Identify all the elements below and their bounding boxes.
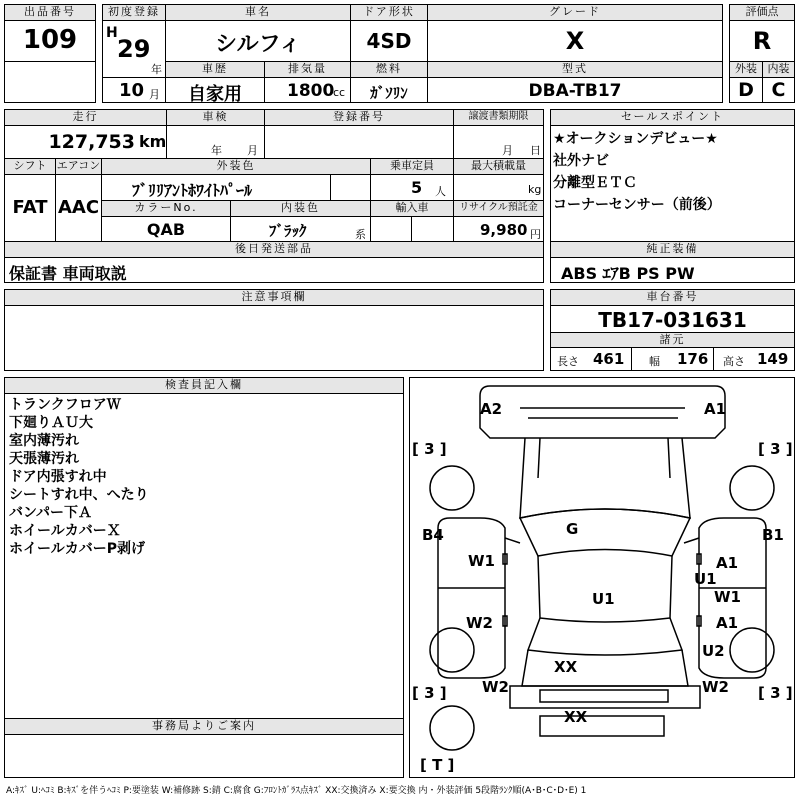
mark-u1-right: U1 (694, 570, 717, 588)
ext-color-label: 外装色 (101, 158, 371, 175)
interior-label: 内装 (762, 61, 795, 78)
mark-w2-right: W2 (702, 678, 729, 696)
inspector-note: ホイールカバーP剥げ (9, 541, 145, 557)
car-name-cell (165, 20, 351, 62)
color-no-value: QAB (146, 220, 186, 239)
later-parts-value: 保証書 車両取説 (9, 264, 127, 283)
max-load-label: 最大積載量 (453, 158, 544, 175)
office-cell (4, 734, 404, 778)
reg-no-label: 登録番号 (264, 109, 454, 126)
mark-a1-right-2: A1 (716, 614, 739, 632)
fuel-value: ｶﾞｿﾘﾝ (370, 84, 408, 102)
sales-point-2: 社外ナビ (553, 153, 609, 169)
caution-label: 注意事項欄 (4, 289, 544, 306)
fuel-label: 燃料 (350, 61, 428, 78)
chassis-value: TB17-031631 (598, 308, 747, 332)
height-label: 高さ (723, 355, 745, 368)
lot-no-value: 109 (22, 25, 78, 55)
later-parts-label: 後日発送部品 (4, 241, 544, 258)
specs-label: 諸元 (550, 332, 795, 348)
transfer-month-unit: 月 (502, 144, 513, 157)
history-value: 自家用 (188, 84, 242, 105)
sales-point-1: ★オークションデビュー★ (553, 131, 718, 147)
office-label: 事務局よりご案内 (4, 718, 404, 735)
mark-g: G (566, 520, 579, 538)
specs-cell (550, 347, 795, 371)
kg-unit: kg (528, 183, 542, 196)
score-value: R (752, 27, 772, 55)
sales-point-3: 分離型ＥＴＣ (553, 175, 637, 191)
length-label: 長さ (557, 355, 579, 368)
model-label: 型式 (427, 61, 723, 78)
sales-point-label: セールスポイント (550, 109, 795, 126)
insp-year-unit: 年 (211, 144, 222, 157)
tire-front-right: [ 3 ] (758, 440, 793, 458)
ext-color-value: ﾌﾞﾘﾘｱﾝﾄﾎﾜｲﾄﾊﾟｰﾙ (132, 181, 253, 200)
shift-cell (4, 174, 56, 242)
color-no-cell (101, 216, 231, 242)
model-value: DBA-TB17 (528, 81, 622, 101)
model-cell (427, 77, 723, 103)
shift-label: シフト (4, 158, 56, 175)
width-value: 176 (677, 350, 709, 368)
mark-w1-right: W1 (714, 588, 741, 606)
exterior-label: 外装 (729, 61, 763, 78)
reg-month: 10 (119, 80, 145, 101)
mark-a2: A2 (480, 400, 503, 418)
caution-cell (4, 305, 544, 371)
kei-unit: 系 (355, 228, 366, 241)
transfer-cell (453, 125, 544, 159)
persons-unit: 人 (435, 185, 446, 198)
reg-month-cell (102, 77, 166, 103)
interior-value: C (771, 79, 786, 101)
width-label: 幅 (649, 355, 660, 368)
grade-cell (427, 20, 723, 62)
recycle-label: リサイクル預託金 (453, 200, 544, 217)
tire-rear-right: [ 3 ] (758, 684, 793, 702)
car-outline-svg (410, 378, 794, 777)
ext-color-cell (101, 174, 371, 201)
cc-unit: cc (333, 86, 346, 99)
inspection-cell (166, 125, 265, 159)
era-letter: H (106, 25, 118, 41)
color-no-label: カラーNo. (101, 200, 231, 217)
door-label: ドア形状 (350, 4, 428, 21)
height-value: 149 (757, 350, 789, 368)
insp-month-unit: 月 (247, 144, 258, 157)
inspector-note: ホイールカバーＸ (9, 523, 121, 539)
displacement-value: 1800 (287, 81, 335, 101)
fuel-cell (350, 77, 428, 103)
mark-xx-bottom: XX (564, 708, 588, 726)
genuine-value: ABS ｴｱB PS PW (561, 264, 695, 283)
year-unit: 年 (151, 63, 162, 76)
genuine-label: 純正装備 (550, 241, 795, 258)
recycle-cell (453, 216, 544, 242)
yen-unit: 円 (530, 228, 541, 241)
length-value: 461 (593, 350, 625, 368)
mark-xx-rear: XX (554, 658, 578, 676)
mark-u2-right: U2 (702, 642, 725, 660)
chassis-cell (550, 305, 795, 333)
history-label: 車歴 (165, 61, 265, 78)
interior-cell (762, 77, 795, 103)
recycle-value: 9,980 (480, 221, 528, 239)
sales-point-cell (550, 125, 795, 242)
reg-year: 29 (117, 35, 151, 63)
displacement-cell (264, 77, 351, 103)
inspector-note: 室内薄汚れ (9, 433, 79, 449)
displacement-label: 排気量 (264, 61, 351, 78)
first-reg-cell (102, 20, 166, 78)
mark-a1-front: A1 (704, 400, 727, 418)
mark-w2-left-rear: W2 (482, 678, 509, 696)
mark-u1-roof: U1 (592, 590, 615, 608)
inspection-label: 車検 (166, 109, 265, 126)
damage-legend: A:ｷｽﾞ U:ﾍｺﾐ B:ｷｽﾞを伴うﾍｺﾐ P:要塗装 W:補修跡 S:錆 C:腐食 G:ﾌﾛﾝﾄｶﾞﾗｽ点ｷｽﾞ XX:交換済み X:要交換 内・外装評価 5段階ﾗﾝｸ順(A･B･C･D･E) 1 (6, 786, 587, 796)
max-load-cell (453, 174, 544, 201)
capacity-value: 5 (411, 178, 423, 197)
int-color-value: ﾌﾞﾗｯｸ (269, 222, 307, 240)
mark-b1: B1 (762, 526, 784, 544)
aircon-cell (55, 174, 102, 242)
mileage-cell (4, 125, 167, 159)
transfer-label: 譲渡書類期限 (453, 109, 544, 126)
inspector-label: 検査員記入欄 (4, 377, 404, 394)
first-reg-label: 初度登録 (102, 4, 166, 21)
exterior-cell (729, 77, 763, 103)
grade-value: X (565, 27, 585, 55)
inspector-note: シートすれ中、へたり (9, 487, 149, 503)
shift-value: FAT (12, 197, 48, 218)
lot-no-value-cell (4, 20, 96, 62)
spare-tire: [ T ] (420, 756, 455, 774)
later-parts-cell (4, 257, 544, 283)
lot-no-blank (4, 61, 96, 103)
mark-w2-left: W2 (466, 614, 493, 632)
inspector-note: 下廻りＡＵ大 (9, 415, 93, 431)
int-color-cell (230, 216, 371, 242)
inspector-note: バンパー下Ａ (9, 505, 93, 521)
ext-color-divider (330, 175, 331, 200)
capacity-label: 乗車定員 (370, 158, 454, 175)
lot-no-label: 出品番号 (4, 4, 96, 21)
grade-label: グレード (427, 4, 723, 21)
car-name: シルフィ (215, 32, 301, 57)
genuine-cell (550, 257, 795, 283)
score-label: 評価点 (729, 4, 795, 21)
mark-b4: B4 (422, 526, 444, 544)
import-label: 輸入車 (370, 200, 454, 217)
inspector-note: トランクフロアＷ (9, 397, 121, 413)
door-cell (350, 20, 428, 62)
tire-rear-left: [ 3 ] (412, 684, 447, 702)
specs-divider-1 (631, 348, 632, 370)
specs-divider-2 (713, 348, 714, 370)
exterior-value: D (738, 79, 754, 101)
reg-no-cell (264, 125, 454, 159)
score-cell (729, 20, 795, 62)
transfer-day-unit: 日 (530, 144, 541, 157)
tire-front-left: [ 3 ] (412, 440, 447, 458)
import-divider (411, 217, 412, 241)
import-cell (370, 216, 454, 242)
month-unit: 月 (149, 88, 160, 101)
car-name-label: 車名 (165, 4, 351, 21)
inspector-note: ドア内張すれ中 (9, 469, 107, 485)
history-cell (165, 77, 265, 103)
capacity-cell (370, 174, 454, 201)
km-unit: km (139, 132, 167, 151)
mark-a1-right-1: A1 (716, 554, 739, 572)
chassis-label: 車台番号 (550, 289, 795, 306)
inspector-note: 天張薄汚れ (9, 451, 79, 467)
aircon-value: AAC (57, 197, 100, 218)
sales-point-4: コーナーセンサー（前後） (553, 197, 721, 213)
aircon-label: エアコン (55, 158, 102, 175)
int-color-label: 内装色 (230, 200, 371, 217)
door-value: 4SD (366, 29, 412, 53)
mileage-value: 127,753 (48, 131, 135, 153)
inspector-cell (4, 393, 404, 719)
mileage-label: 走行 (4, 109, 167, 126)
mark-w1-left: W1 (468, 552, 495, 570)
damage-diagram (409, 377, 795, 778)
